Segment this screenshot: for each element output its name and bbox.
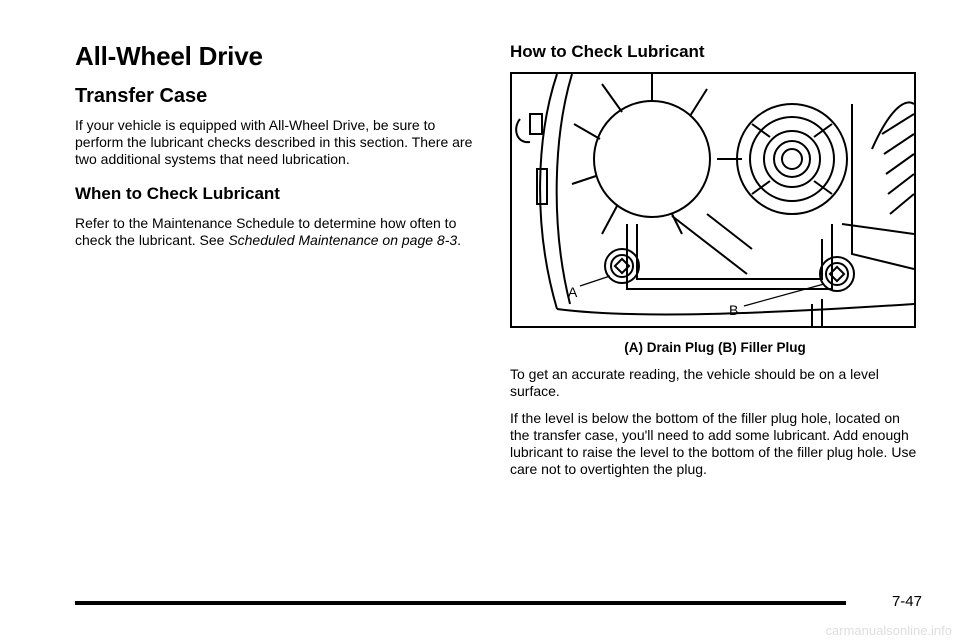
when-to-check-end: . [457, 232, 462, 248]
figure-caption: (A) Drain Plug (B) Filler Plug [624, 340, 806, 355]
transfer-case-illustration [510, 72, 916, 328]
accurate-reading-text: To get an accurate reading, the vehicle should be on a level surface. [510, 366, 879, 399]
watermark: carmanualsonline.info [825, 623, 952, 638]
right-column [510, 40, 920, 478]
section-heading-transfer-case: Transfer Case [75, 85, 208, 107]
filler-plug-label: B [729, 302, 739, 318]
transfer-case-intro: If your vehicle is equipped with All-Wheel Drive, be sure to perform the lubricant checks described in this section. There are two additional systems that need lubrication. [75, 117, 473, 167]
footer-rule [75, 601, 846, 605]
when-to-check-body: Refer to the Maintenance Schedule to determine how often to check the lubricant. See [75, 215, 457, 248]
scheduled-maintenance-link[interactable]: Scheduled Maintenance on page 8-3 [228, 232, 458, 248]
drain-plug-label: A [568, 284, 578, 300]
how-to-check-heading: How to Check Lubricant [510, 42, 705, 61]
page-title: All-Wheel Drive [75, 41, 263, 71]
page-number: 7-47 [891, 593, 922, 610]
add-lubricant-text: If the level is below the bottom of the filler plug hole, located on the transfer case, you'll need to add some lubricant. Add enough lubricant to raise the level to the bottom of the filler plug hole. Use care not to overtighten the plug. [510, 410, 917, 477]
when-to-check-text [75, 215, 475, 249]
left-column [75, 40, 475, 249]
when-to-check-heading: When to Check Lubricant [75, 184, 280, 203]
